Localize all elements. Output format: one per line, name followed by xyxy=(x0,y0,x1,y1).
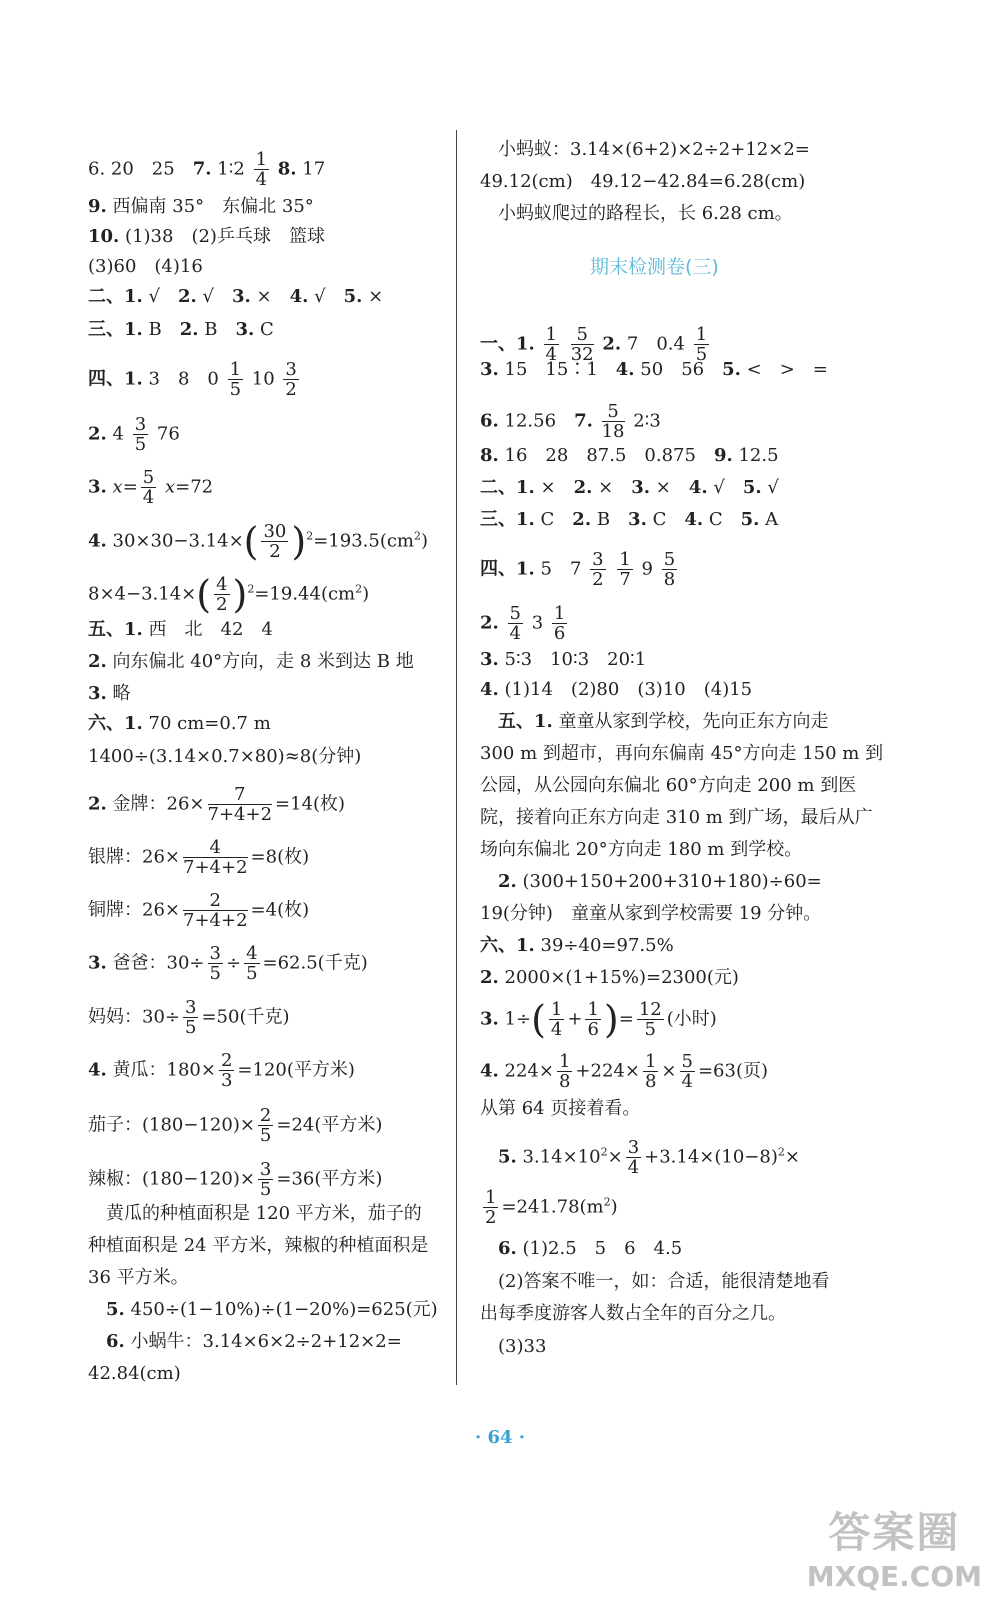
right-line: 出每季度游客人数占全年的百分之几。 xyxy=(480,1303,786,1324)
fraction: $\frac{3}{5}$ xyxy=(185,997,197,1038)
left-line: 36 平方米。 xyxy=(88,1267,189,1288)
left-line: 二、1. √ 2. √ 3. × 4. √ 5. × xyxy=(88,286,384,307)
fraction: $\frac{1}{4}$ xyxy=(550,999,563,1040)
fraction: $\frac{1}{4}$ xyxy=(255,149,268,190)
fraction: $\frac{5}{4}$ xyxy=(509,603,521,644)
right-line: 4. 224× $\frac{1}{8}$ +224× $\frac{1}{8}$ × $\frac{5}{4}$ =63(页) xyxy=(480,1051,768,1092)
fraction: $\frac{4}{2}$ xyxy=(216,574,228,615)
right-line: 3. 5∶3 10∶3 20∶1 xyxy=(480,649,647,670)
left-line: 3. 略 xyxy=(88,683,131,704)
right-line: 院，接着向正东方向走 310 m 到广场，最后从广 xyxy=(480,807,873,828)
fraction: $\frac{12}{5}$ xyxy=(638,999,662,1040)
right-line: 六、1. 39÷40=97.5% xyxy=(480,935,674,956)
fraction: $\frac{3}{2}$ xyxy=(285,359,297,400)
right-line: 一、1. $\frac{1}{4}$ $\frac{5}{32}$ 2. 7 0.4 $\frac{1}{5}$ xyxy=(480,324,708,365)
left-line: 辣椒：(180−120)× $\frac{3}{5}$ =36(平方米) xyxy=(88,1159,383,1200)
fraction: $\frac{3}{5}$ xyxy=(259,1159,272,1200)
left-line: 2. 向东偏北 40°方向，走 8 米到达 B 地 xyxy=(88,651,414,672)
left-line: 五、1. 西 北 42 4 xyxy=(88,619,273,640)
right-line: 场向东偏北 20°方向走 180 m 到学校。 xyxy=(480,839,803,860)
fraction: $\frac{1}{6}$ xyxy=(587,999,599,1040)
left-line: 铜牌：26× $\frac{2}{7+4+2}$ =4(枚) xyxy=(88,890,310,931)
left-line: 4. 黄瓜：180× $\frac{2}{3}$ =120(平方米) xyxy=(88,1050,355,1091)
right-line: 6. (1)2.5 5 6 4.5 xyxy=(498,1238,683,1259)
left-line: 种植面积是 24 平方米，辣椒的种植面积是 xyxy=(88,1235,429,1256)
right-line: 小蚂蚁：3.14×(6+2)×2÷2+12×2= xyxy=(480,139,810,160)
watermark-url: MXQE.COM xyxy=(806,1560,982,1593)
fraction: $\frac{5}{4}$ xyxy=(681,1051,693,1092)
fraction: $\frac{1}{4}$ xyxy=(545,324,557,365)
left-line: 3. x= $\frac{5}{4}$ x=72 xyxy=(88,467,214,508)
column-divider xyxy=(456,130,457,1385)
fraction: $\frac{5}{32}$ xyxy=(570,324,594,365)
right-line: 5. $3.14\times 10^2\times$ $\frac{3}{4}$ $+3.14\times(10-8)^2\times$ xyxy=(498,1137,800,1178)
right-line: 五、1. 童童从家到学校，先向正东方向走 xyxy=(498,711,829,732)
right-line: 2. $\frac{5}{4}$ 3 $\frac{1}{6}$ xyxy=(480,603,566,644)
left-line: 黄瓜的种植面积是 120 平方米，茄子的 xyxy=(88,1203,422,1224)
left-line: 银牌：26× $\frac{4}{7+4+2}$ =8(枚) xyxy=(88,837,310,878)
fraction: $\frac{2}{3}$ xyxy=(220,1050,233,1091)
fraction: $\frac{1}{7}$ xyxy=(619,549,631,590)
right-line: 2. 2000×(1+15%)=2300(元) xyxy=(480,967,739,988)
fraction: $\frac{4}{7+4+2}$ xyxy=(183,837,248,878)
right-line: 300 m 到超市，再向东偏南 45°方向走 150 m 到 xyxy=(480,743,884,764)
right-line: 小蚂蚁爬过的路程长，长 6.28 cm。 xyxy=(480,203,793,224)
left-line: 四、1. 3 8 0 $\frac{1}{5}$ 10 $\frac{3}{2}$ xyxy=(88,359,297,400)
left-line: 4. 30×30−3.14×( $\frac{30}{2}$ )$^2=193.5(cm^2)$ xyxy=(88,519,429,564)
right-line: 3. 1÷( $\frac{1}{4}$ + $\frac{1}{6}$ )= $\frac{12}{5}$ (小时) xyxy=(480,997,717,1042)
right-line: 4. (1)14 (2)80 (3)10 (4)15 xyxy=(480,679,753,700)
left-line: (3)60 (4)16 xyxy=(88,256,203,277)
section-title: 期末检测卷(三) xyxy=(590,256,719,278)
fraction: $\frac{5}{18}$ xyxy=(601,401,625,442)
fraction: $\frac{3}{2}$ xyxy=(592,549,604,590)
right-line: 49.12(cm) 49.12−42.84=6.28(cm) xyxy=(480,171,806,192)
fraction: $\frac{1}{5}$ xyxy=(229,359,242,400)
right-line: 从第 64 页接着看。 xyxy=(480,1098,641,1119)
left-line: 3. 爸爸：30÷ $\frac{3}{5}$ ÷ $\frac{4}{5}$ =62.5(千克) xyxy=(88,943,368,984)
fraction: $\frac{1}{2}$ xyxy=(485,1187,497,1228)
right-line: 19(分钟) 童童从家到学校需要 19 分钟。 xyxy=(480,903,822,924)
left-line: 6. 小蜗牛：3.14×6×2÷2+12×2= xyxy=(106,1331,402,1352)
fraction: $\frac{4}{5}$ xyxy=(246,943,258,984)
right-line: 6. 12.56 7. $\frac{5}{18}$ 2∶3 xyxy=(480,401,661,442)
right-line: 8. 16 28 87.5 0.875 9. 12.5 xyxy=(480,445,779,466)
fraction: $\frac{3}{5}$ xyxy=(209,943,221,984)
fraction: $\frac{2}{5}$ xyxy=(259,1105,272,1146)
left-line: 茄子：(180−120)× $\frac{2}{5}$ =24(平方米) xyxy=(88,1105,383,1146)
fraction: $\frac{3}{4}$ xyxy=(627,1137,640,1178)
left-line: 5. 450÷(1−10%)÷(1−20%)=625(元) xyxy=(106,1299,438,1320)
fraction: $\frac{5}{8}$ xyxy=(663,549,676,590)
right-line: $\frac{1}{2}$ $=241.78(m^2)$ xyxy=(485,1187,618,1228)
fraction: $\frac{1}{8}$ xyxy=(558,1051,571,1092)
left-line: 42.84(cm) xyxy=(88,1363,181,1384)
left-line: 2. 4 $\frac{3}{5}$ 76 xyxy=(88,414,180,455)
left-line: 9. 西偏南 35° 东偏北 35° xyxy=(88,196,314,217)
left-line: 10. (1)38 (2)乒乓球 篮球 xyxy=(88,226,325,247)
left-line: 妈妈：30÷ $\frac{3}{5}$ =50(千克) xyxy=(88,997,290,1038)
right-line: 公园，从公园向东偏北 60°方向走 200 m 到医 xyxy=(480,775,857,796)
right-line: 二、1. × 2. × 3. × 4. √ 5. √ xyxy=(480,477,779,498)
fraction: $\frac{1}{6}$ xyxy=(553,603,566,644)
watermark-logo xyxy=(807,1500,982,1593)
page-number: · 64 · xyxy=(474,1427,526,1448)
right-line: (3)33 xyxy=(480,1336,547,1357)
fraction: $\frac{5}{4}$ xyxy=(142,467,155,508)
fraction: $\frac{7}{7+4+2}$ xyxy=(207,784,273,825)
fraction: $\frac{2}{7+4+2}$ xyxy=(183,890,248,931)
right-line: 3. 15 15∶1 4. 50 56 5. < > = xyxy=(480,359,828,380)
watermark-text: 答案圈 xyxy=(828,1508,961,1557)
right-line: 2. (300+150+200+310+180)÷60= xyxy=(498,871,822,892)
right-line: 四、1. 5 7 $\frac{3}{2}$ $\frac{1}{7}$ 9 $\frac{5}{8}$ xyxy=(480,549,676,590)
fraction: $\frac{1}{5}$ xyxy=(695,324,708,365)
right-line: (2)答案不唯一，如：合适，能很清楚地看 xyxy=(480,1271,830,1292)
left-line: 2. 金牌：26× $\frac{7}{7+4+2}$ =14(枚) xyxy=(88,784,346,825)
left-line: 1400÷(3.14×0.7×80)≈8(分钟) xyxy=(88,746,362,767)
fraction: $\frac{30}{2}$ xyxy=(263,521,287,562)
left-line: 三、1. B 2. B 3. C xyxy=(88,319,274,340)
left-line: 8×4−3.14×( $\frac{4}{2}$ )$^2=19.44(cm^2)$ xyxy=(88,572,370,617)
left-line: 六、1. 70 cm=0.7 m xyxy=(88,713,271,734)
right-line: 三、1. C 2. B 3. C 4. C 5. A xyxy=(480,509,779,530)
fraction: $\frac{3}{5}$ xyxy=(134,414,147,455)
fraction: $\frac{1}{8}$ xyxy=(644,1051,657,1092)
left-line: 6. 20 25 7. 1∶2 $\frac{1}{4}$ 8. 17 xyxy=(88,149,326,190)
